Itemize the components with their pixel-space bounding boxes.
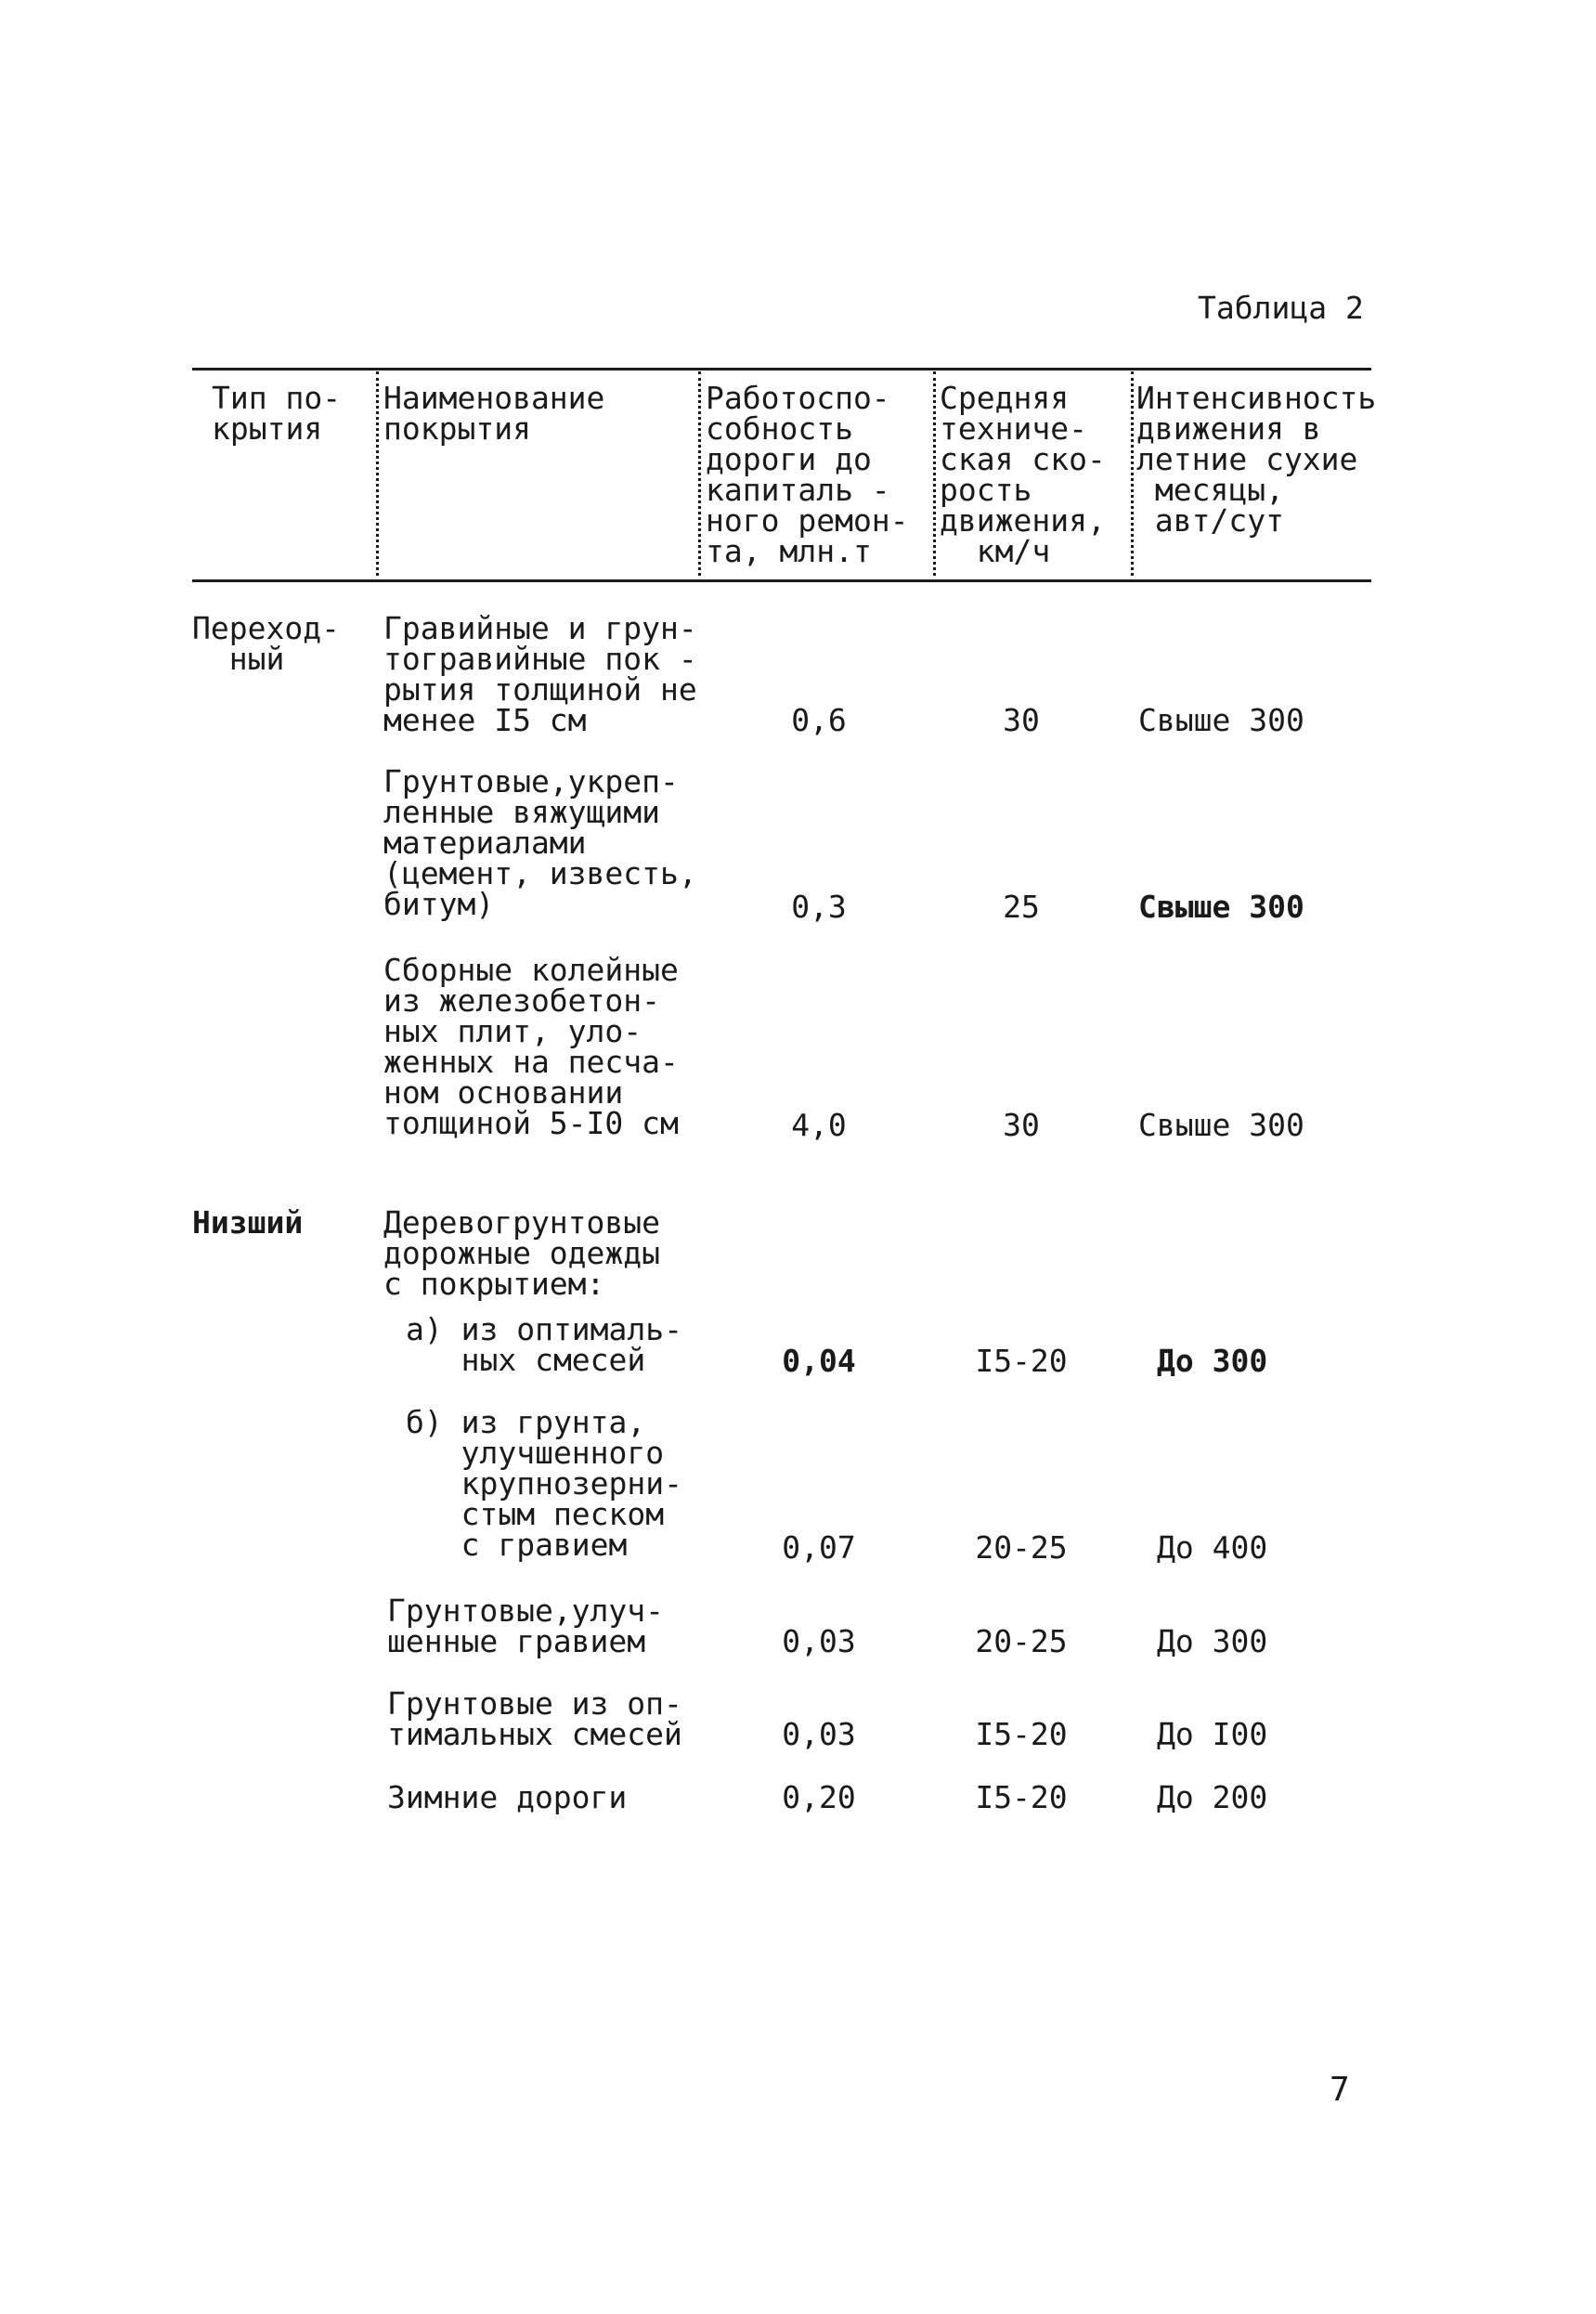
header-capacity: Работоспо- собность дороги до капиталь - ного ремон- та, млн.т	[706, 380, 909, 569]
row-intensity: До I00	[1157, 1716, 1268, 1752]
row-intensity: До 400	[1157, 1529, 1268, 1566]
row-intensity: До 300	[1157, 1623, 1268, 1659]
header-speed: Средняя техниче- ская ско- рость движения, км/ч	[940, 380, 1106, 569]
row-name: Сборные колейные из железобетон- ных плит, уло- женных на песча- ном основании толщиной 5-I0 см	[383, 952, 679, 1141]
row-intensity: Свыше 300	[1138, 889, 1304, 925]
group-type-transitional: Переход- ный	[192, 610, 340, 677]
header-coating-type: Тип по- крытия	[212, 380, 342, 447]
row-capacity: 0,20	[782, 1779, 856, 1815]
header-separator-3	[933, 371, 936, 576]
row-name: Зимние дороги	[387, 1779, 628, 1815]
row-intensity: До 300	[1157, 1343, 1268, 1379]
header-separator-4	[1131, 371, 1134, 576]
row-speed: 25	[1003, 889, 1040, 925]
row-capacity: 0,03	[782, 1716, 856, 1752]
row-speed: 30	[1003, 1107, 1040, 1143]
header-intensity: Интенсивность движения в летние сухие месяцы, авт/сут	[1136, 380, 1377, 539]
row-capacity: 0,03	[782, 1623, 856, 1659]
group-type-lower: Низший	[192, 1204, 304, 1241]
page-number: 7	[1330, 2071, 1350, 2109]
row-name: Грунтовые,укреп- ленные вяжущими материалами (цемент, известь, битум)	[383, 763, 697, 922]
group-intro: Деревогрунтовые дорожные одежды с покрытием:	[383, 1204, 661, 1302]
row-capacity: 4,0	[791, 1107, 847, 1143]
row-intensity: До 200	[1157, 1779, 1268, 1815]
row-intensity: Свыше 300	[1138, 702, 1304, 738]
row-speed: I5-20	[975, 1343, 1068, 1379]
row-capacity: 0,07	[782, 1529, 856, 1566]
header-bottom-rule	[192, 579, 1371, 582]
row-speed: I5-20	[975, 1716, 1068, 1752]
row-capacity: 0,6	[791, 702, 847, 738]
header-separator-2	[698, 371, 701, 576]
header-coating-name: Наименование покрытия	[383, 380, 605, 447]
row-name: б) из грунта, улучшенного крупнозерни- стым песком с гравием	[406, 1404, 683, 1563]
row-capacity: 0,04	[782, 1343, 856, 1379]
row-name: Грунтовые,улуч- шенные гравием	[387, 1592, 665, 1659]
row-speed: 30	[1003, 702, 1040, 738]
row-speed: 20-25	[975, 1623, 1068, 1659]
row-intensity: Свыше 300	[1138, 1107, 1304, 1143]
row-name: Гравийные и грун- тогравийные пок - рытия толщиной не менее I5 см	[383, 610, 697, 738]
row-capacity: 0,3	[791, 889, 847, 925]
row-speed: 20-25	[975, 1529, 1068, 1566]
row-name: а) из оптималь- ных смесей	[406, 1311, 683, 1378]
header-top-rule	[192, 368, 1371, 370]
row-speed: I5-20	[975, 1779, 1068, 1815]
header-separator-1	[376, 371, 379, 576]
row-name: Грунтовые из оп- тимальных смесей	[387, 1685, 682, 1752]
table-caption: Таблица 2	[1198, 290, 1364, 326]
